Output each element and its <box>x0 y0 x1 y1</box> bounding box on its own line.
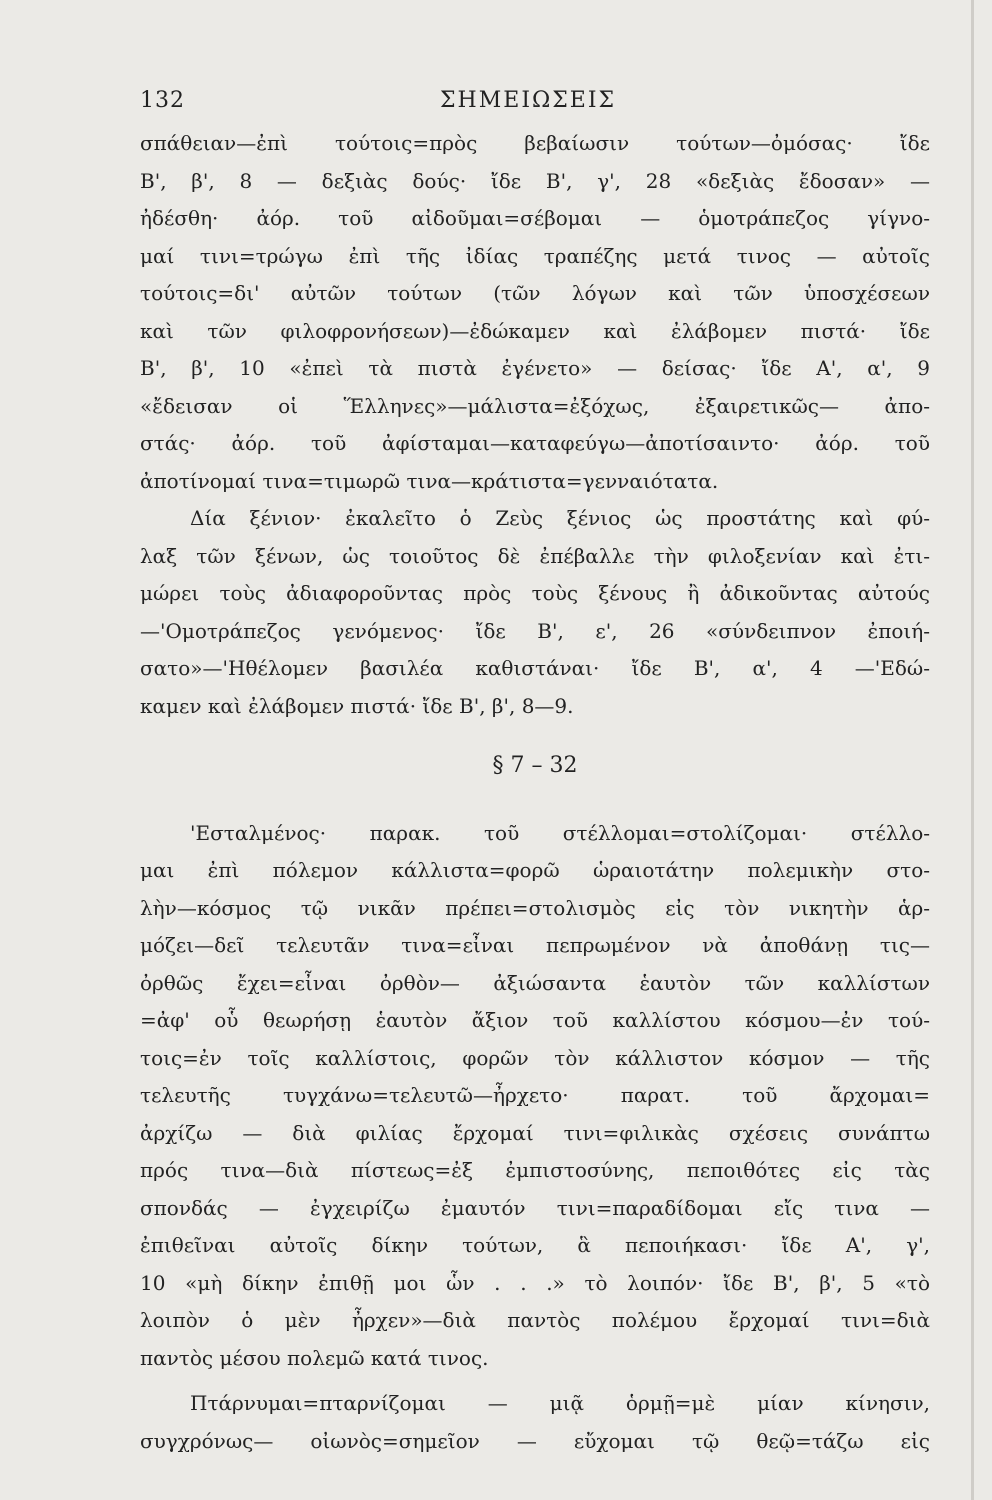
page-body <box>140 125 930 1460</box>
text-line: στάς· ἀόρ. τοῦ ἀφίσταμαι—καταφεύγω—ἀποτίσαιντο· ἀόρ. τοῦ <box>140 431 930 455</box>
text-line: 'Εσταλμένος· παρακ. τοῦ στέλλομαι=στολίζομαι· στέλλο- <box>190 820 930 845</box>
text-line: Πτάρνυμαι=πταρνίζομαι — μιᾷ ὁρμῇ=μὲ μίαν κίνησιν, <box>190 1391 930 1415</box>
text-line: σπάθειαν—ἐπὶ τούτοις=πρὸς βεβαίωσιν τούτων—ὀμόσας· ἴδε <box>140 131 930 155</box>
text-line: =ἀφ' οὗ θεωρήσῃ ἑαυτὸν ἄξιον τοῦ καλλίστου κόσμου—ἐν τού- <box>140 1008 930 1032</box>
page-number: 132 <box>140 88 185 113</box>
text-line: —'Ομοτράπεζος γενόμενος· ἴδε Β', ε', 26 «σύνδειπνον ἐποιή- <box>140 618 930 643</box>
paragraph-ptarnymai <box>140 1385 930 1460</box>
text-line: μώρει τοὺς ἀδιαφοροῦντας πρὸς τοὺς ξένους ἢ ἀδικοῦντας αὐτούς <box>140 581 930 605</box>
paragraph-section-7-32 <box>140 815 930 1378</box>
text-line: λαξ τῶν ξένων, ὡς τοιοῦτος δὲ ἐπέβαλλε τὴν φιλοξενίαν καὶ ἐτι- <box>140 543 930 568</box>
paragraph-gap <box>140 1377 930 1385</box>
text-line: πρός τινα—διὰ πίστεως=ἐξ ἐμπιστοσύνης, πεποιθότες εἰς τὰς <box>140 1158 930 1182</box>
text-line: Β', β', 10 «ἐπεὶ τὰ πιστὰ ἐγένετο» — δείσας· ἴδε Α', α', 9 <box>140 356 930 380</box>
text-line: καὶ τῶν φιλοφρονήσεων)—ἐδώκαμεν καὶ ἐλάβομεν πιστά· ἴδε <box>140 318 930 343</box>
text-line: τοις=ἐν τοῖς καλλίστοις, φορῶν τὸν κάλλιστον κόσμον — τῆς <box>140 1045 930 1070</box>
text-line: σπονδάς — ἐγχειρίζω ἐμαυτόν τινι=παραδίδομαι εἴς τινα — <box>140 1195 930 1220</box>
text-line: ἐπιθεῖναι αὐτοῖς δίκην τούτων, ἃ πεποιήκασι· ἴδε Α', γ', <box>140 1233 930 1257</box>
text-line: λὴν—κόσμος τῷ νικᾶν πρέπει=στολισμὸς εἰς τὸν νικητὴν ἁρ- <box>140 895 930 920</box>
text-line: ὀρθῶς ἔχει=εἶναι ὀρθὸν— ἀξιώσαντα ἑαυτὸν τῶν καλλίστων <box>140 970 930 995</box>
text-line: ἀρχίζω — διὰ φιλίας ἔρχομαί τινι=φιλικὰς σχέσεις συνάπτω <box>140 1120 930 1145</box>
text-line: σατο»—'Ηθέλομεν βασιλέα καθιστάναι· ἴδε Β', α', 4 —'Εδώ- <box>140 656 930 680</box>
text-line: τελευτῆς τυγχάνω=τελευτῶ—ἦρχετο· παρατ. τοῦ ἄρχομαι= <box>140 1083 930 1107</box>
text-line: ἠδέσθη· ἀόρ. τοῦ αἰδοῦμαι=σέβομαι — ὁμοτράπεζος γίγνο- <box>140 206 930 230</box>
text-line: καμεν καὶ ἐλάβομεν πιστά· ἴδε Β', β', 8—9. <box>140 693 574 718</box>
section-heading: § 7 – 32 <box>492 753 578 778</box>
text-line: συγχρόνως— οἰωνὸς=σημεῖον — εὔχομαι τῷ θεῷ=τάζω εἰς <box>140 1428 930 1453</box>
page-edge <box>971 0 974 1500</box>
text-line: τούτοις=δι' αὐτῶν τούτων (τῶν λόγων καὶ τῶν ὑποσχέσεων <box>140 281 930 305</box>
text-line: μαί τινι=τρώγω ἐπὶ τῆς ἰδίας τραπέζης μετά τινος — αὐτοῖς <box>140 243 930 268</box>
text-line: παντὸς μέσου πολεμῶ κατά τινος. <box>140 1345 489 1370</box>
text-line: Δία ξένιον· ἐκαλεῖτο ὁ Ζεὺς ξένιος ὡς προστάτης καὶ φύ- <box>190 506 930 530</box>
page-header <box>0 88 992 118</box>
paragraph-notes-continuation <box>140 125 930 500</box>
text-line: μαι ἐπὶ πόλεμον κάλλιστα=φορῶ ὡραιοτάτην πολεμικὴν στο- <box>140 858 930 882</box>
running-title: ΣΗΜΕΙΩΣΕΙΣ <box>440 88 617 113</box>
text-line: ἀποτίνομαί τινα=τιμωρῶ τινα—κράτιστα=γενναιότατα. <box>140 468 719 493</box>
text-line: «ἔδεισαν οἱ Ἕλληνες»—μάλιστα=ἐξόχως, ἐξαιρετικῶς— ἀπο- <box>140 393 930 418</box>
text-line: λοιπὸν ὁ μὲν ἦρχεν»—διὰ παντὸς πολέμου ἔρχομαί τινι=διὰ <box>140 1308 930 1332</box>
text-line: Β', β', 8 — δεξιὰς δούς· ἴδε Β', γ', 28 «δεξιὰς ἔδοσαν» — <box>140 168 930 193</box>
text-line: μόζει—δεῖ τελευτᾶν τινα=εἶναι πεπρωμένον νὰ ἀποθάνῃ τις— <box>140 933 930 957</box>
text-line: 10 «μὴ δίκην ἐπιθῇ μοι ὧν . . .» τὸ λοιπόν· ἴδε Β', β', 5 «τὸ <box>140 1270 930 1295</box>
paragraph-dia-xenion <box>140 500 930 725</box>
